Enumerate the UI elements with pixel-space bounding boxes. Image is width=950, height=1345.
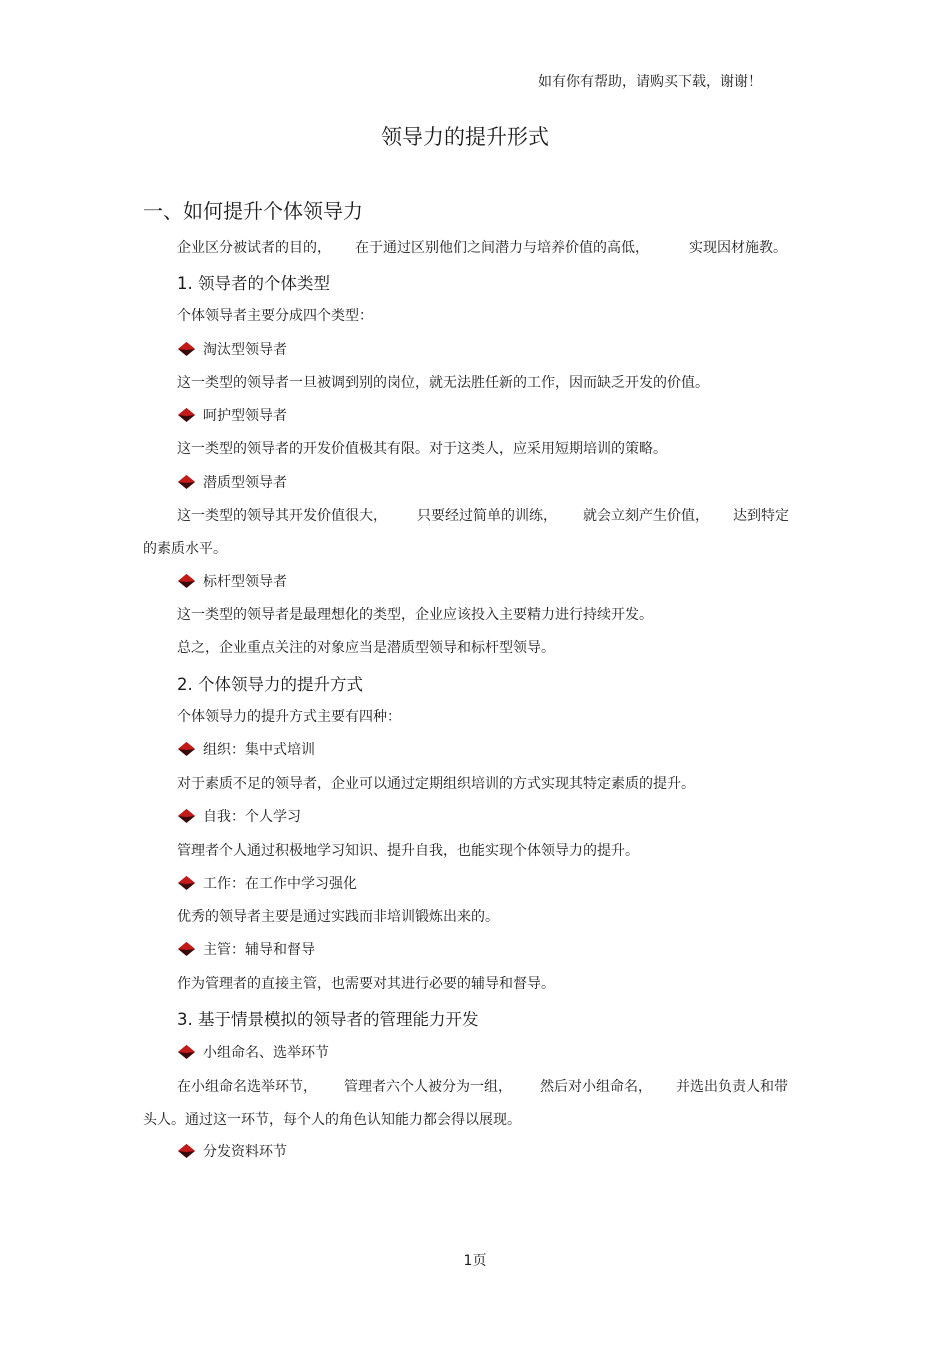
summary-paragraph: 总之，企业重点关注的对象应当是潜质型领导和标杆型领导。: [177, 640, 555, 656]
bullet-label: 分发资料环节: [203, 1144, 287, 1160]
bullet-description: 对于素质不足的领导者，企业可以通过定期组织培训的方式实现其特定素质的提升。: [177, 776, 695, 792]
sub1-lead: 个体领导者主要分成四个类型：: [177, 308, 373, 324]
desc-part: 只要经过简单的训练，: [417, 508, 557, 524]
bullet-label: 潜质型领导者: [203, 475, 287, 491]
red-diamond-arrow-icon: [177, 407, 196, 423]
red-diamond-arrow-icon: [177, 941, 196, 957]
bullet-item: [177, 1042, 329, 1062]
document-title: 领导力的提升形式: [381, 125, 549, 149]
desc-part: 达到特定: [733, 508, 789, 524]
red-diamond-arrow-icon: [177, 573, 196, 589]
bullet-label: 标杆型领导者: [203, 574, 287, 590]
bullet-label: 呵护型领导者: [203, 408, 287, 424]
red-diamond-arrow-icon: [177, 1044, 196, 1060]
header-note: 如有你有帮助，请购买下载，谢谢！: [538, 74, 762, 90]
bullet-description: 优秀的领导者主要是通过实践而非培训锻炼出来的。: [177, 909, 499, 925]
bullet-item: [177, 873, 357, 893]
bullet-item: [177, 939, 315, 959]
desc-part: 然后对小组命名，: [540, 1079, 652, 1095]
sub2-lead: 个体领导力的提升方式主要有四种：: [177, 709, 401, 725]
bullet-description: 作为管理者的直接主管，也需要对其进行必要的辅导和督导。: [177, 976, 555, 992]
bullet-description-continued: 头人。通过这一环节，每个人的角色认知能力都会得以展现。: [143, 1112, 521, 1128]
bullet-label: 淘汰型领导者: [203, 342, 287, 358]
desc-part: 在小组命名选举环节，: [177, 1079, 317, 1095]
intro-paragraph: [177, 237, 787, 257]
bullet-item: [177, 739, 315, 759]
bullet-item: [177, 806, 301, 826]
bullet-label: 工作：在工作中学习强化: [203, 876, 357, 892]
section-heading: 一、如何提升个体领导力: [143, 199, 363, 223]
intro-part-1: 企业区分被试者的目的，: [177, 240, 331, 256]
red-diamond-arrow-icon: [177, 1143, 196, 1159]
bullet-description: [177, 1076, 788, 1096]
intro-part-2: 在于通过区别他们之间潜力与培养价值的高低，: [355, 240, 649, 256]
red-diamond-arrow-icon: [177, 341, 196, 357]
desc-part: 就会立刻产生价值，: [583, 508, 709, 524]
desc-part: 这一类型的领导其开发价值很大，: [177, 508, 387, 524]
bullet-label: 组织：集中式培训: [203, 742, 315, 758]
red-diamond-arrow-icon: [177, 875, 196, 891]
intro-part-3: 实现因材施教。: [689, 240, 787, 256]
bullet-description: 这一类型的领导者的开发价值极其有限。对于这类人，应采用短期培训的策略。: [177, 441, 667, 457]
bullet-description: 管理者个人通过积极地学习知识、提升自我，也能实现个体领导力的提升。: [177, 843, 639, 859]
bullet-label: 主管：辅导和督导: [203, 942, 315, 958]
bullet-item: [177, 571, 287, 591]
bullet-item: [177, 1141, 287, 1161]
red-diamond-arrow-icon: [177, 474, 196, 490]
bullet-description: 这一类型的领导者一旦被调到别的岗位，就无法胜任新的工作，因而缺乏开发的价值。: [177, 375, 709, 391]
subheading-2: 2. 个体领导力的提升方式: [177, 675, 363, 694]
red-diamond-arrow-icon: [177, 741, 196, 757]
bullet-item: [177, 405, 287, 425]
bullet-item: [177, 472, 287, 492]
bullet-label: 自我：个人学习: [203, 809, 301, 825]
bullet-description: 这一类型的领导者是最理想化的类型，企业应该投入主要精力进行持续开发。: [177, 607, 653, 623]
subheading-3: 3. 基于情景模拟的领导者的管理能力开发: [177, 1010, 479, 1029]
desc-part: 并选出负责人和带: [676, 1079, 788, 1095]
bullet-item: [177, 339, 287, 359]
subheading-1: 1. 领导者的个体类型: [177, 274, 330, 293]
bullet-description: [177, 505, 789, 525]
page-number: 1页: [463, 1253, 487, 1269]
bullet-description-continued: 的素质水平。: [143, 541, 227, 557]
desc-part: 管理者六个人被分为一组，: [344, 1079, 512, 1095]
red-diamond-arrow-icon: [177, 808, 196, 824]
bullet-label: 小组命名、选举环节: [203, 1045, 329, 1061]
